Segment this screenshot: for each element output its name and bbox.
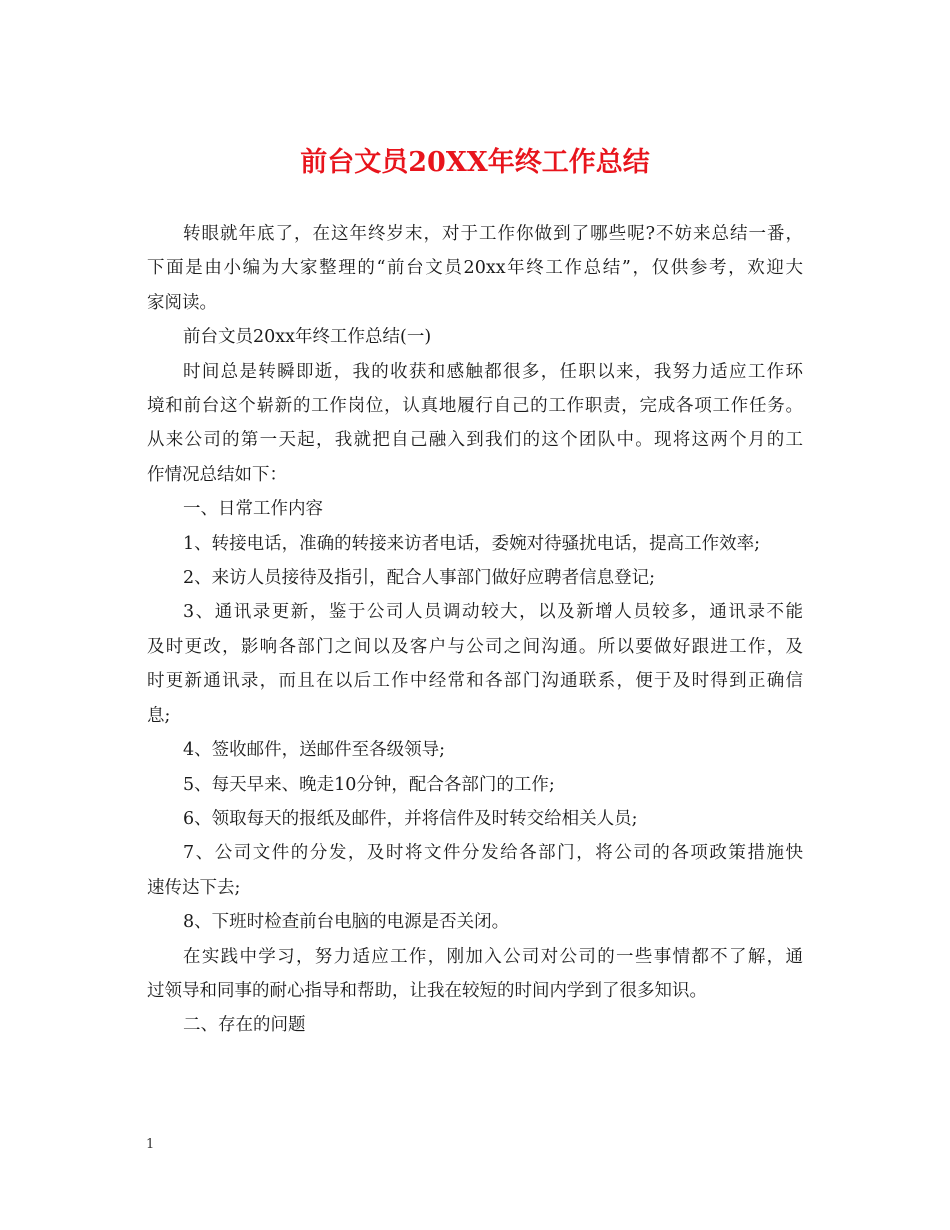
paragraph-line: 3、通讯录更新，鉴于公司人员调动较大，以及新增人员较多，通讯录不能 [183,602,803,623]
paragraph [147,1008,803,1042]
paragraph-line: 时更新通讯录，而且在以后工作中经常和各部门沟通联系，便于及时得到正确信 [147,671,803,692]
paragraph-line: 及时更改，影响各部门之间以及客户与公司之间沟通。所以要做好跟进工作，及 [147,636,803,657]
paragraph [147,802,803,836]
paragraph [147,320,803,354]
paragraph-line: 过领导和同事的耐心指导和帮助，让我在较短的时间内学到了很多知识。 [147,980,707,1001]
paragraph-line: 8、下班时检查前台电脑的电源是否关闭。 [183,912,510,933]
paragraph-line: 前台文员20xx年终工作总结(一) [183,327,432,348]
paragraph [147,836,803,905]
paragraph-line: 在实践中学习，努力适应工作，刚加入公司对公司的一些事情都不了解，通 [183,946,803,967]
paragraph-line: 6、领取每天的报纸及邮件，并将信件及时转交给相关人员; [183,808,638,829]
page-number: 1 [146,1137,155,1152]
paragraph-line: 2、来访人员接待及指引，配合人事部门做好应聘者信息登记; [183,568,656,589]
paragraph [147,733,803,767]
paragraph [147,355,803,493]
paragraph-line: 4、签收邮件，送邮件至各级领导; [183,740,446,761]
paragraph [147,217,803,320]
paragraph-line: 二、存在的问题 [183,1015,306,1036]
paragraph-line: 境和前台这个崭新的工作岗位，认真地履行自己的工作职责，完成各项工作任务。 [147,396,803,417]
paragraph-line: 息; [147,705,171,726]
paragraph-line: 转眼就年底了，在这年终岁末，对于工作你做到了哪些呢?不妨来总结一番， [183,224,803,244]
paragraph-line: 从来公司的第一天起，我就把自己融入到我们的这个团队中。现将这两个月的工 [147,430,803,451]
paragraph-line: 下面是由小编为大家整理的“前台文员20xx年终工作总结”，仅供参考，欢迎大 [147,258,803,279]
paragraph-line: 5、每天早来、晚走10分钟，配合各部门的工作; [183,774,555,795]
document-body [147,217,803,1043]
paragraph-line: 7、公司文件的分发，及时将文件分发给各部门，将公司的各项政策措施快 [183,843,803,864]
paragraph-line: 一、日常工作内容 [183,499,323,520]
paragraph-line: 1、转接电话，准确的转接来访者电话，委婉对待骚扰电话，提高工作效率; [183,533,761,554]
paragraph-line: 作情况总结如下： [147,464,287,485]
paragraph [147,492,803,526]
paragraph [147,595,803,733]
paragraph [147,561,803,595]
paragraph [147,527,803,561]
paragraph-line: 家阅读。 [147,292,217,313]
paragraph [147,768,803,802]
document-title: 前台文员20XX年终工作总结 [300,147,650,178]
paragraph-line: 速传达下去; [147,877,241,898]
paragraph [147,940,803,1009]
paragraph [147,905,803,939]
paragraph-line: 时间总是转瞬即逝，我的收获和感触都很多，任职以来，我努力适应工作环 [183,361,803,382]
